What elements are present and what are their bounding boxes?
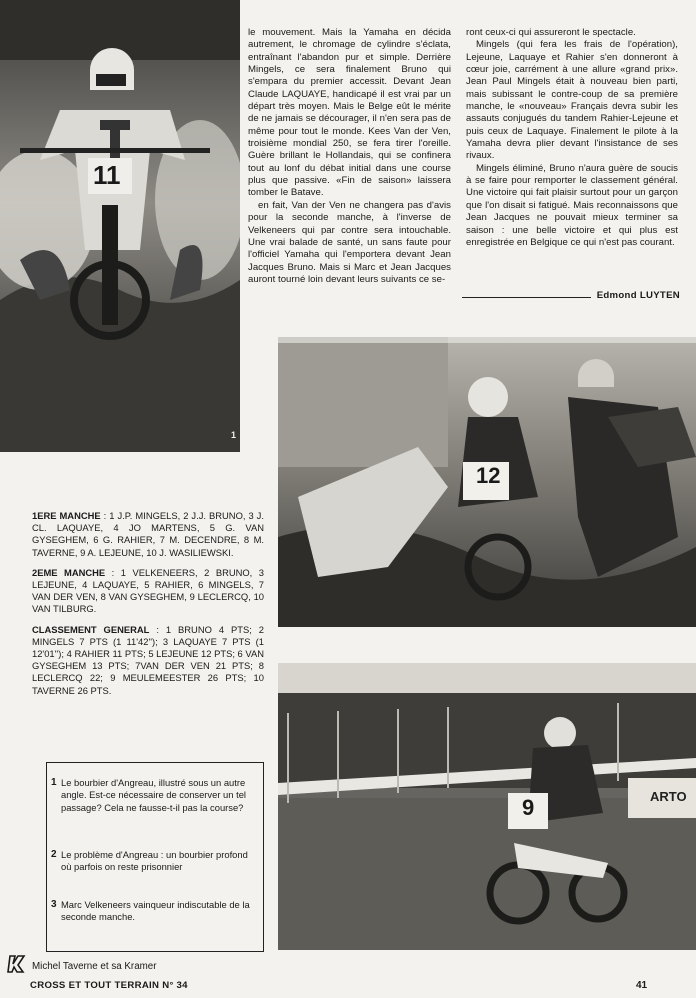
race-results xyxy=(32,510,264,705)
article-column-2 xyxy=(466,27,678,249)
photo-bog-stuck xyxy=(278,337,696,627)
photo1-number: 1 xyxy=(231,430,237,440)
caption-text: Le problème d'Angreau : un bourbier profond où parfois on reste prisonnier xyxy=(61,849,248,873)
caption-text: Le bourbier d'Angreau, illustré sous un autre angle. Est-ce nécessaire de conserver un tel passage? Cela ne fausse-t-il pas la course? xyxy=(61,777,246,813)
author-signature xyxy=(462,287,680,301)
article-paragraph: Mingels (qui fera les frais de l'opération), Lejeune, Laquaye et Rahier s'en donneront à cœur joie, carrément à une allure «grand prix». Jean Paul Mingels était à nouveau bien parti, mais subissant le contre-coup de sa première manche, le «nouveau» Français devra subir les assauts conjugués du tandem Rahier-Lejeune et puis ceux de Laquaye. Finalement le pilote à la Yamaha devra plier devant l'insistance de ses rivaux. xyxy=(466,39,678,162)
article-paragraph: ront ceux-ci qui assureront le spectacle. xyxy=(466,27,636,38)
caption-number: 3 xyxy=(51,899,57,910)
caption-number: 2 xyxy=(51,849,57,860)
results-heat-1 xyxy=(32,510,264,559)
photo1-bib-number: 11 xyxy=(93,160,121,190)
page-number: 41 xyxy=(636,980,648,991)
article-paragraph: Mingels éliminé, Bruno n'aura guère de soucis à se faire pour remporter le classement général. Une victoire qui fait plaisir surtout pour un garçon que l'on disait si fatigué. Mais reconnaissons que Jean Jacques ne pouvait mieux terminer sa saison : une belle victoire et qui plus est enregistrée en Belgique ce qui n'est pas courant. xyxy=(466,162,678,248)
results-label: 1ERE MANCHE xyxy=(32,510,101,521)
caption-text: Marc Velkeneers vainqueur indiscutable de la seconde manche. xyxy=(61,899,250,923)
results-text: : 1 BRUNO 4 PTS; 2 MINGELS 7 PTS (1 11'42''); 3 LAQUAYE 7 PTS (1 12'01''); 4 RAHIER 11 PTS; 5 LEJEUNE 12 PTS; 6 VAN GYSEGHEM 13 PTS; 7VAN DER VEN 21 PTS; 8 LECLERCQ 22; 9 MEULEMEESTER 26 PTS; 10 TAVERNE 26 PTS. xyxy=(32,623,264,696)
results-label: CLASSEMENT GENERAL xyxy=(32,623,150,635)
results-overall xyxy=(32,624,264,697)
signature-rule xyxy=(462,297,591,298)
caption-number: 1 xyxy=(51,777,57,788)
captions-box xyxy=(46,762,264,952)
caption-2 xyxy=(51,849,251,874)
photo3-banner-text: ARTO xyxy=(650,789,687,804)
magazine-issue: CROSS ET TOUT TERRAIN N° 34 xyxy=(30,980,188,991)
author-name: Edmond LUYTEN xyxy=(596,290,680,301)
photo-velkeneers xyxy=(278,663,696,950)
article-column-1 xyxy=(248,27,451,286)
magazine-logo-icon xyxy=(6,953,28,975)
photo2-bib-number: 12 xyxy=(476,463,501,488)
results-label: 2EME MANCHE xyxy=(32,566,106,578)
photo-rider-mud xyxy=(0,0,240,452)
caption-1 xyxy=(51,777,251,814)
results-text: : 1 J.P. MINGELS, 2 J.J. BRUNO, 3 J. CL. LAQUAYE, 4 JO MARTENS, 5 G. VAN GYSEGHEM, 6 G. RAHIER, 7 M. DECENDRE, 8 M. TAVERNE, 9 A. LEJEUNE, 10 J. WASILIEWSKI. xyxy=(32,510,264,558)
caption-3 xyxy=(51,899,251,924)
article-paragraph: en fait, Van der Ven ne changera pas d'avis pour la seconde manche, à l'inverse de Velkeneers qui par contre sera intouchable. Une vrai balade de santé, un sans faute pour l'officiel Yamaha qui l'emportera devant Jean Jacques Bruno. Mais si Marc et Jean Jacques auront tourné loin devant leurs suivants ce se- xyxy=(248,199,451,285)
photo-credit: Michel Taverne et sa Kramer xyxy=(32,961,157,972)
results-heat-2 xyxy=(32,567,264,616)
article-paragraph: le mouvement. Mais la Yamaha en décida autrement, le chromage de cylindre s'éclata, entraînant l'abandon pur et simple. Derrière Mingels, ce sera finalement Bruno qui s'empara du premier accessit. Devant Jean Claude LAQUAYE, handicapé il est vrai par un départ très moyen. Mais le Belge eût le mérite de ne jamais se décourager, il n'en sera pas de même pour tout le monde. Kees Van der Ven, troisième mondial 250, se fera tirer l'oreille. Guère brillant le Hollandais, qui se confinera tout au lonf du débat initial dans une course plus que passive. «Fin de saison» laissera tomber le Batave. xyxy=(248,27,451,199)
results-text: : 1 VELKENEERS, 2 BRUNO, 3 LEJEUNE, 4 LAQUAYE, 5 RAHIER, 6 MINGELS, 7 VAN DER VEN, 8 VAN GYSEGHEM, 9 LECLERCQ, 10 VAN TILBURG. xyxy=(32,566,264,615)
photo3-bib-number: 9 xyxy=(522,795,535,820)
